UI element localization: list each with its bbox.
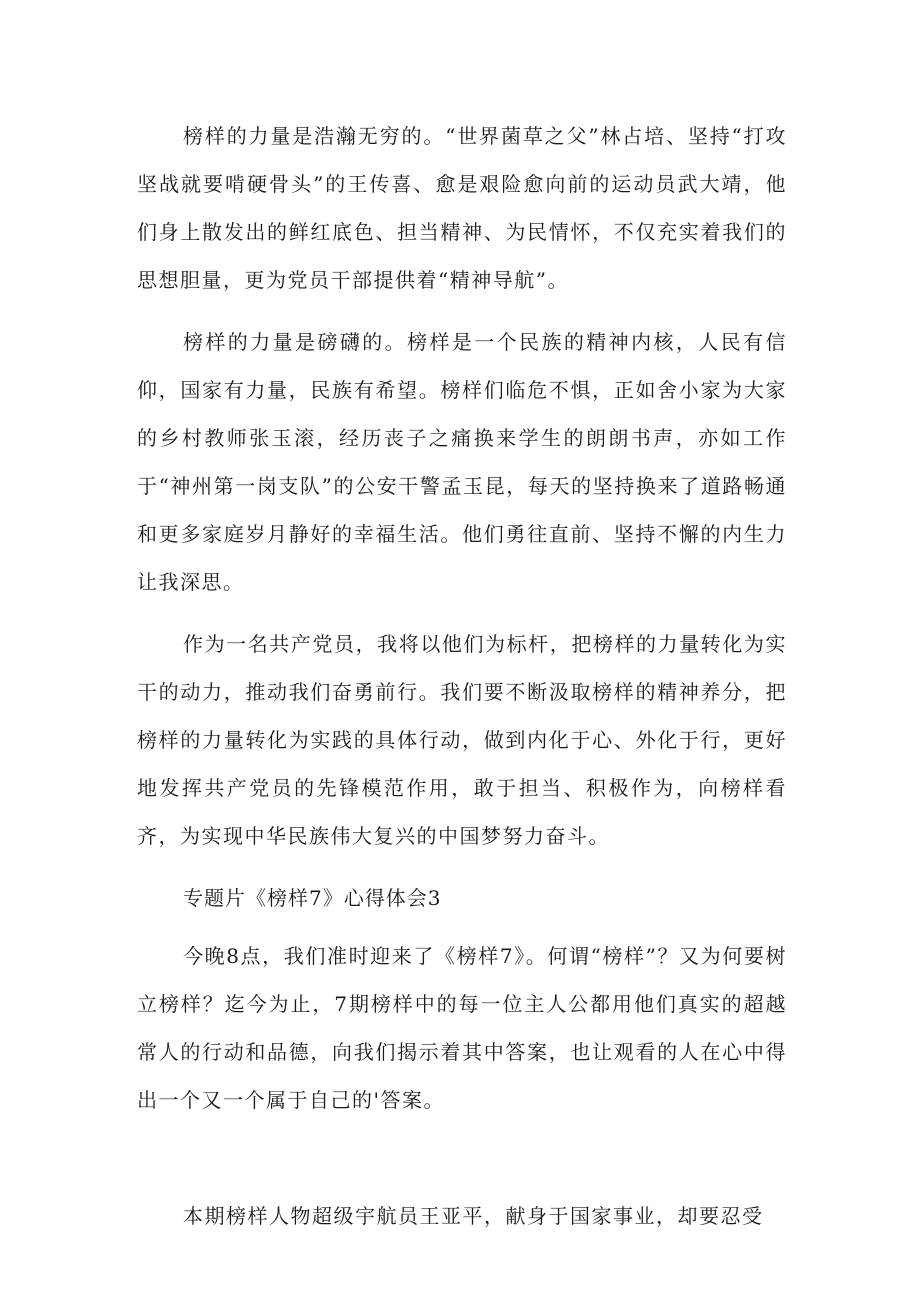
paragraph-text: 榜样的力量是浩瀚无穷的。“世界菌草之父”林占培、坚持“打攻坚战就要啃硬骨头”的王传喜、愈是艰险愈向前的运动员武大靖，他们身上散发出的鲜红底色、担当精神、为民情怀，不仅充实着我们的思想胆量，更为党员干部提供着“精神导航”。 (137, 124, 787, 292)
section-heading: 专题片《榜样7》心得体会3 (183, 886, 442, 910)
paragraph-text: 本期榜样人物超级宇航员王亚平，献身于国家事业，却要忍受 (183, 1204, 764, 1228)
paragraph-5 (137, 1192, 787, 1240)
paragraph-4 (137, 932, 787, 1124)
paragraph-1 (137, 112, 787, 304)
paragraph-3 (137, 620, 787, 860)
paragraph-text: 作为一名共产党员，我将以他们为标杆，把榜样的力量转化为实干的动力，推动我们奋勇前行。我们要不断汲取榜样的精神养分，把榜样的力量转化为实践的具体行动，做到内化于心、外化于行，更好地发挥共产党员的先锋模范作用，敢于担当、积极作为，向榜样看齐，为实现中华民族伟大复兴的中国梦努力奋斗。 (137, 632, 787, 848)
paragraph-2 (137, 318, 787, 606)
paragraph-text: 榜样的力量是磅礴的。榜样是一个民族的精神内核，人民有信仰，国家有力量，民族有希望。榜样们临危不惧，正如舍小家为大家的乡村教师张玉滚，经历丧子之痛换来学生的朗朗书声，亦如工作于“神州第一岗支队”的公安干警孟玉昆，每天的坚持换来了道路畅通和更多家庭岁月静好的幸福生活。他们勇往直前、坚持不懈的内生力让我深思。 (137, 330, 787, 594)
paragraph-text: 今晚8点，我们准时迎来了《榜样7》。何谓“榜样”？又为何要树立榜样？迄今为止，7期榜样中的每一位主人公都用他们真实的超越常人的行动和品德，向我们揭示着其中答案，也让观看的人在心中得出一个又一个属于自己的'答案。 (137, 944, 787, 1112)
